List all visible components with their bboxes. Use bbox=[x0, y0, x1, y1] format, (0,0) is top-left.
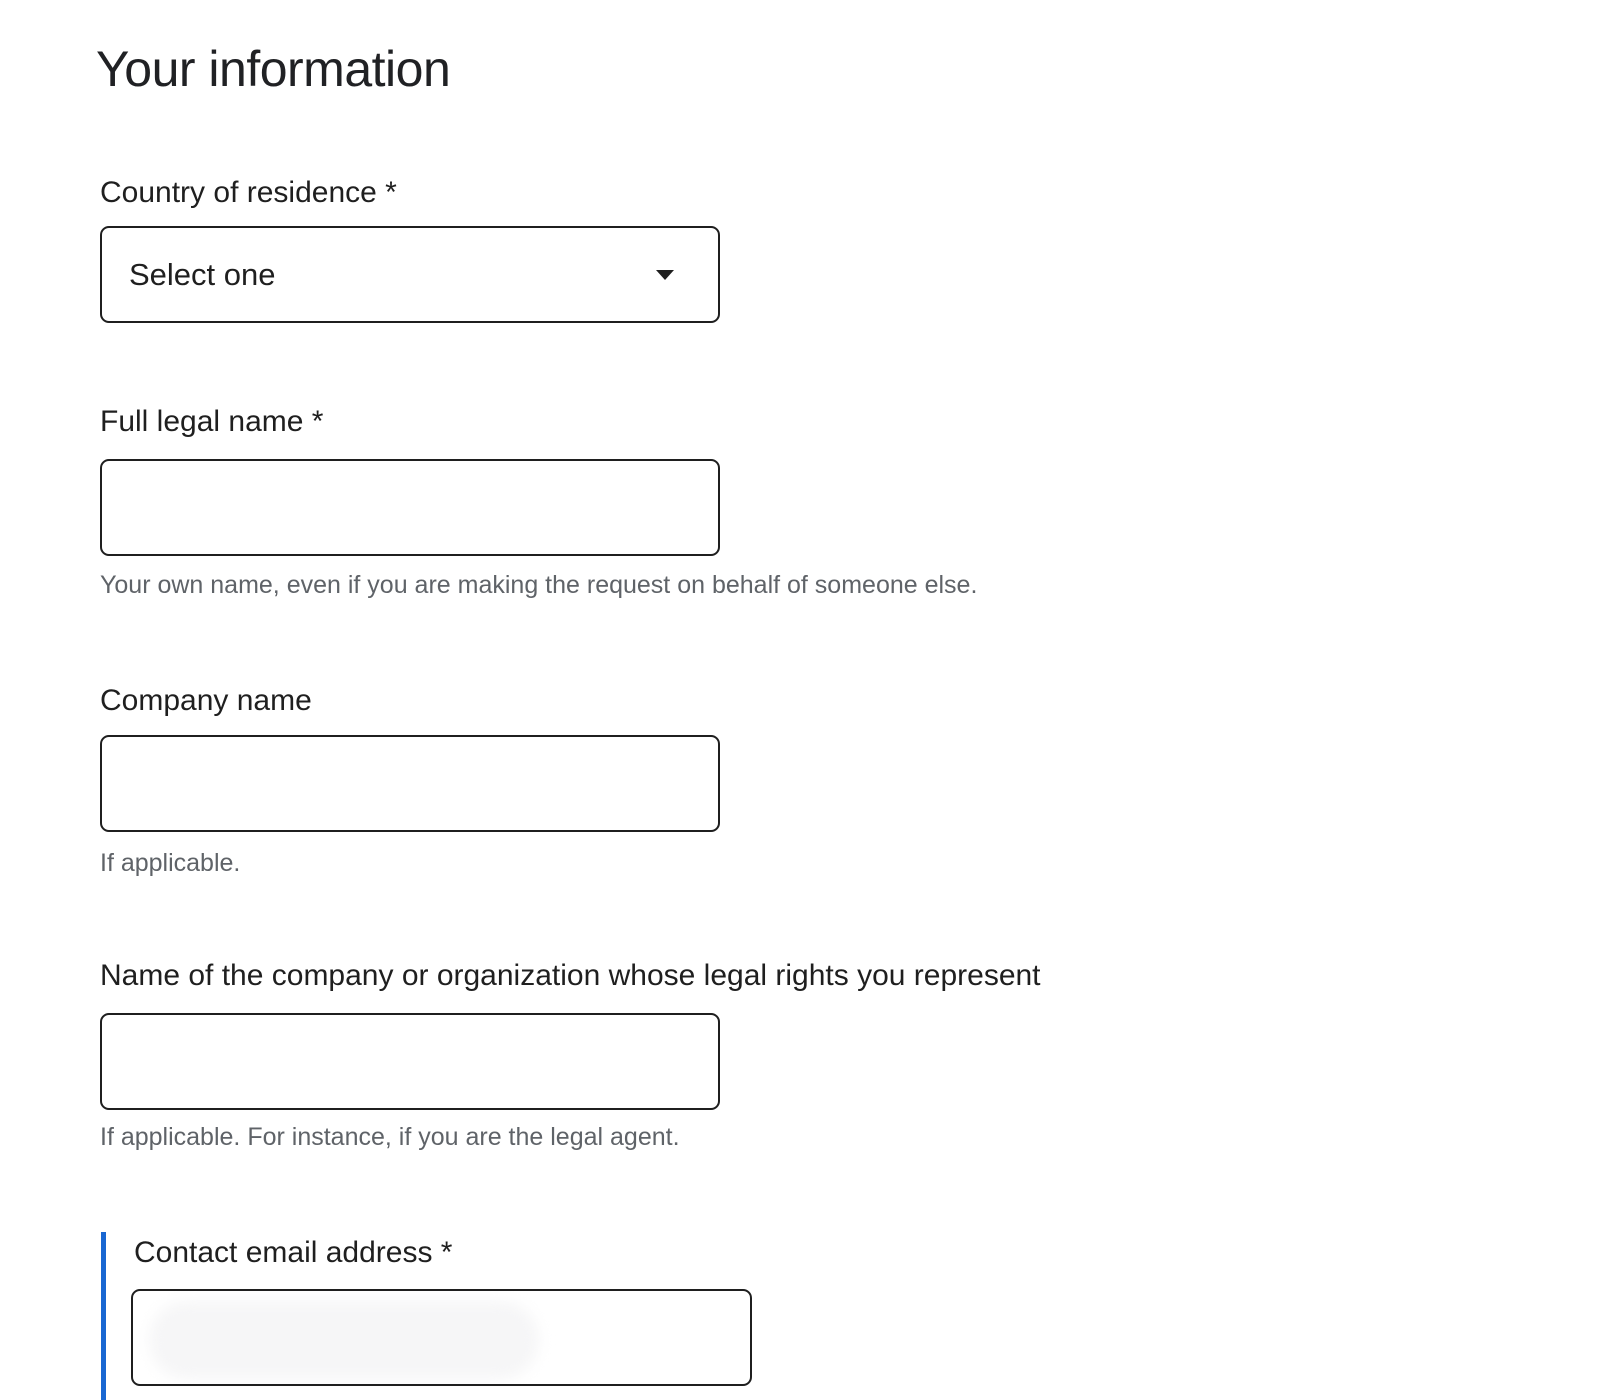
full-legal-name-label: Full legal name * bbox=[100, 405, 324, 438]
contact-email-label: Contact email address * bbox=[134, 1236, 453, 1269]
redacted-email-value bbox=[149, 1301, 539, 1379]
represented-organization-helper: If applicable. For instance, if you are the legal agent. bbox=[100, 1123, 680, 1151]
country-select-value: Select one bbox=[129, 256, 276, 292]
full-legal-name-input[interactable] bbox=[100, 459, 720, 556]
represented-organization-input[interactable] bbox=[100, 1013, 720, 1110]
page-title: Your information bbox=[96, 41, 451, 97]
company-name-label: Company name bbox=[100, 684, 312, 717]
contact-email-input[interactable] bbox=[131, 1289, 752, 1386]
active-section-indicator bbox=[101, 1232, 106, 1400]
company-name-input[interactable] bbox=[100, 735, 720, 832]
company-name-helper: If applicable. bbox=[100, 849, 241, 877]
country-of-residence-select[interactable] bbox=[100, 226, 720, 323]
dropdown-arrow-icon bbox=[656, 270, 674, 280]
country-of-residence-label: Country of residence * bbox=[100, 176, 397, 209]
represented-organization-label: Name of the company or organization whose legal rights you represent bbox=[100, 959, 1041, 992]
full-legal-name-helper: Your own name, even if you are making the request on behalf of someone else. bbox=[100, 571, 978, 599]
